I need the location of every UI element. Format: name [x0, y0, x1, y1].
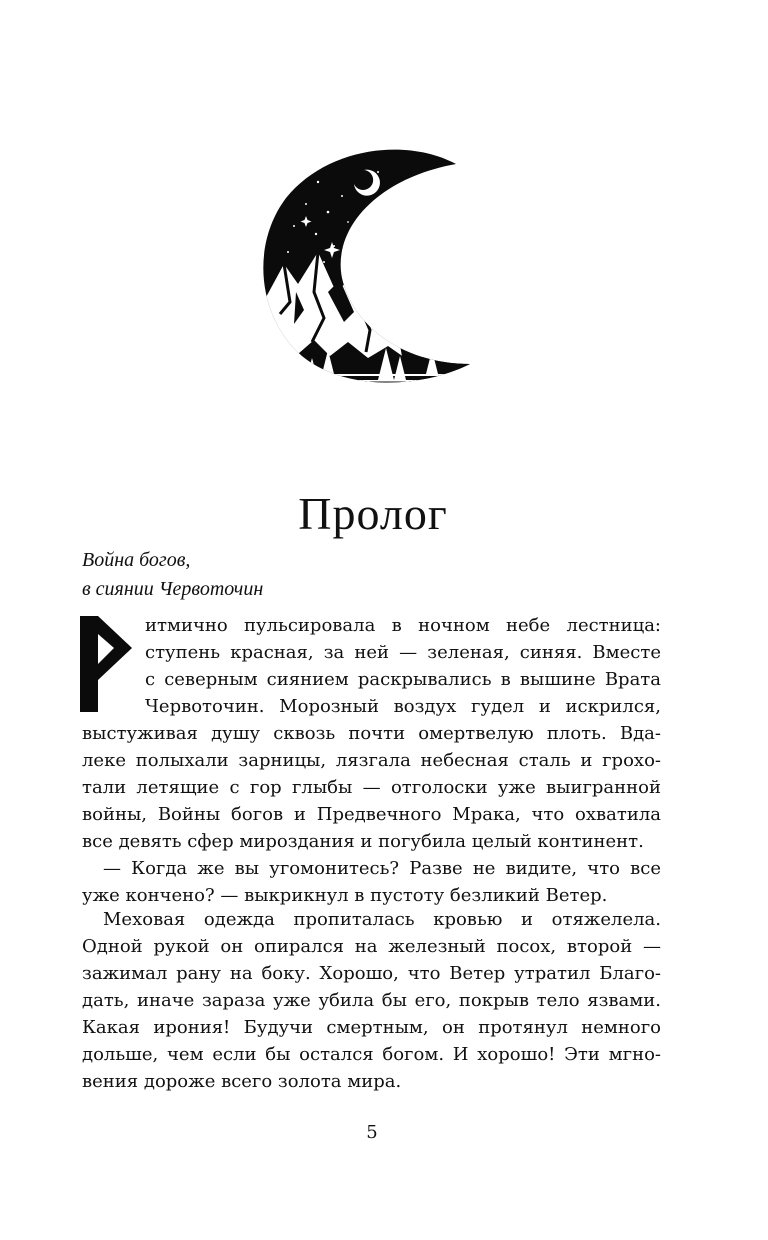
text-line: все девять сфер мироздания и погубила целый континент.: [82, 831, 644, 852]
chapter-title: Пролог: [298, 488, 448, 539]
text-line: Червоточин. Морозный воздух гудел и искрился,: [145, 696, 661, 717]
text-line: ступень красная, за ней — зеленая, синяя. Вместе: [145, 642, 661, 663]
text-line: вения дороже всего золота мира.: [82, 1071, 402, 1092]
text-line: зажимал рану на боку. Хорошо, что Ветер утратил Благо-: [82, 963, 661, 984]
epigraph-line: в сиянии Червоточин: [82, 578, 264, 600]
epigraph-line: Война богов,: [82, 549, 191, 571]
epigraph: [82, 546, 682, 604]
text-line: войны, Войны богов и Предвечного Мрака, что охватила: [82, 804, 661, 825]
crescent-moon-mountains-illustration: [258, 142, 478, 390]
text-line: Одной рукой он опирался на железный посох, второй —: [82, 936, 661, 957]
text-line: выстуживая душу сквозь почти омертвелую плоть. Вда-: [82, 723, 661, 744]
paragraph-3: [82, 906, 661, 1095]
paragraph-1: [82, 612, 661, 855]
text-line: леке полыхали зарницы, лязгала небесная сталь и грохо-: [82, 750, 661, 771]
text-line: — Когда же вы угомонитесь? Разве не видите, что все: [103, 858, 661, 879]
text-line: с северным сиянием раскрывались в вышине Врата: [145, 669, 661, 690]
text-line: уже кончено? — выкрикнул в пустоту безликий Ветер.: [82, 885, 608, 906]
text-line: дольше, чем если бы остался богом. И хорошо! Эти мгно-: [82, 1044, 661, 1065]
text-line: Какая ирония! Будучи смертным, он протянул немного: [82, 1017, 661, 1038]
page-number: 5: [366, 1122, 378, 1143]
text-line: тали летящие с гор глыбы — отголоски уже выигранной: [82, 777, 661, 798]
text-line: Меховая одежда пропиталась кровью и отяжелела.: [103, 909, 661, 930]
paragraph-2: [82, 855, 661, 909]
text-line: итмично пульсировала в ночном небе лестница:: [145, 615, 661, 636]
text-line: дать, иначе зараза уже убила бы его, покрыв тело язвами.: [82, 990, 661, 1011]
